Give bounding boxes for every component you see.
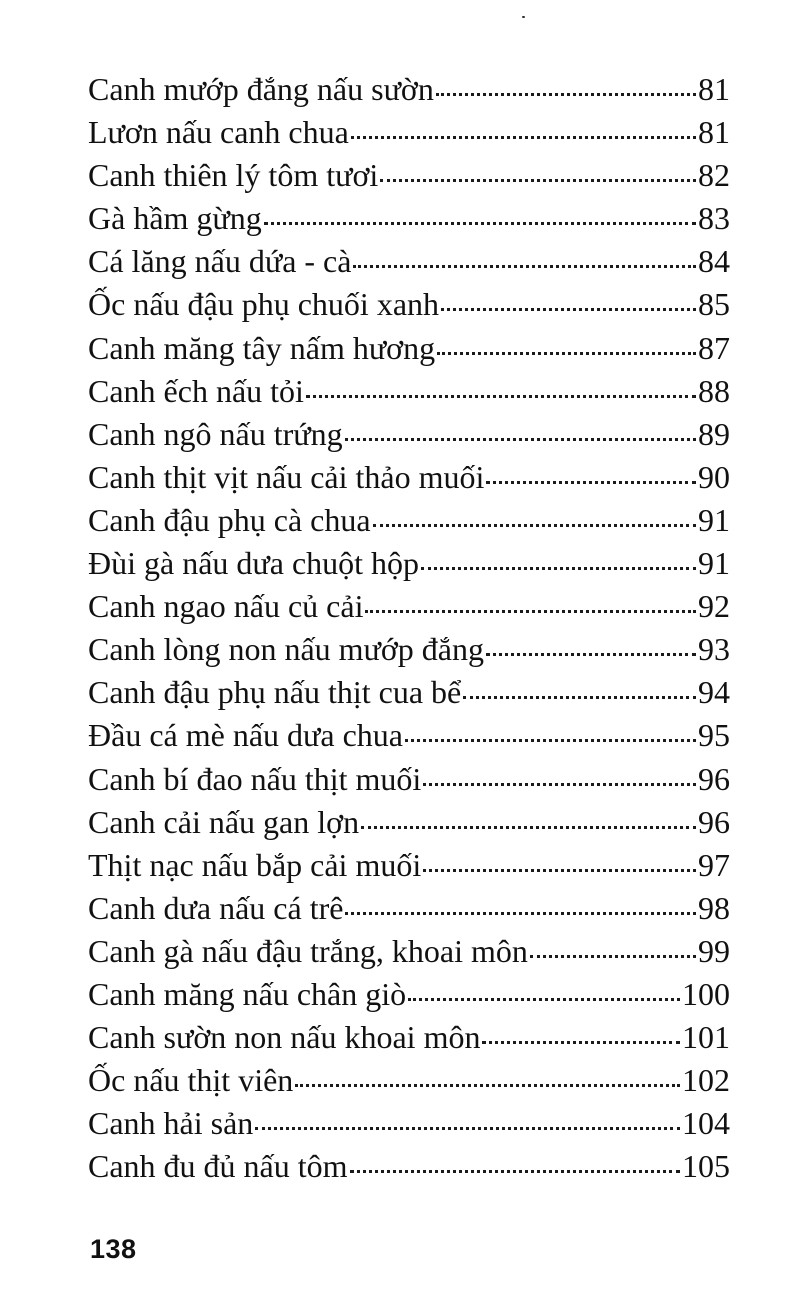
toc-entry-title: Canh dưa nấu cá trê [88, 889, 344, 926]
dot-leader [463, 696, 696, 699]
dot-leader [365, 610, 696, 613]
toc-entry-page: 104 [682, 1105, 730, 1142]
dot-leader [423, 783, 696, 786]
toc-entry [88, 283, 730, 326]
toc-entry-title: Canh lòng non nấu mướp đắng [88, 631, 484, 668]
toc-entry-title: Canh đu đủ nấu tôm [88, 1148, 348, 1185]
dot-leader [351, 136, 696, 139]
dot-leader [486, 653, 696, 656]
toc-entry-page: 81 [698, 114, 730, 151]
toc-entry [88, 197, 730, 240]
toc-entry-page: 85 [698, 286, 730, 323]
dot-leader [373, 524, 696, 527]
dot-leader [255, 1127, 680, 1130]
toc-entry-title: Canh măng nấu chân giò [88, 975, 407, 1012]
toc-entry [88, 585, 730, 628]
toc-entry-page: 93 [698, 631, 730, 668]
dot-leader [408, 998, 680, 1001]
toc-entry-page: 97 [698, 846, 730, 883]
toc-entry [88, 111, 730, 154]
toc-entry-page: 101 [682, 1019, 730, 1056]
toc-entry-title: Đùi gà nấu dưa chuột hộp [88, 545, 420, 582]
dot-leader [486, 481, 696, 484]
toc-entry-title: Canh sườn non nấu khoai môn [88, 1019, 481, 1056]
dot-leader [380, 179, 696, 182]
dot-leader [441, 308, 696, 311]
toc-entry-page: 92 [698, 588, 730, 625]
toc-entry [88, 327, 730, 370]
toc-entry-page: 100 [682, 975, 730, 1012]
toc-entry [88, 628, 730, 671]
toc-entry-title: Canh mướp đắng nấu sườn [88, 71, 434, 107]
toc-entry-title: Canh bí đao nấu thịt muối [88, 760, 422, 797]
toc-entry-page: 99 [698, 932, 730, 969]
toc-entry [88, 456, 730, 499]
toc-entry-title: Canh thịt vịt nấu cải thảo muối [88, 458, 485, 495]
toc-entry [88, 1145, 730, 1188]
toc-entry-title: Canh thiên lý tôm tươi [88, 157, 379, 194]
dot-leader [423, 869, 696, 872]
toc-entry-page: 89 [698, 415, 730, 452]
dot-leader [306, 395, 696, 398]
print-speck [522, 16, 525, 18]
toc-entry-title: Canh ếch nấu tỏi [88, 372, 304, 409]
toc-entry [88, 801, 730, 844]
toc-entry-title: Gà hầm gừng [88, 200, 262, 237]
toc-entry-page: 90 [698, 458, 730, 495]
toc-entry-page: 88 [698, 372, 730, 409]
toc-entry-page: 96 [698, 760, 730, 797]
dot-leader [361, 826, 696, 829]
toc-entry [88, 844, 730, 887]
toc-entry-title: Canh măng tây nấm hương [88, 329, 436, 366]
toc-entry-title: Cá lăng nấu dứa - cà [88, 243, 352, 280]
toc-entry [88, 714, 730, 757]
dot-leader [421, 567, 696, 570]
toc-entry [88, 1102, 730, 1145]
toc-entry-title: Lươn nấu canh chua [88, 114, 349, 151]
toc-entry [88, 154, 730, 197]
dot-leader [405, 739, 696, 742]
toc-entry-page: 91 [698, 545, 730, 582]
toc-entry-page: 82 [698, 157, 730, 194]
toc-entry-title: Ốc nấu đậu phụ chuối xanh [88, 286, 440, 323]
toc-entry-title: Canh cải nấu gan lợn [88, 803, 360, 840]
toc-entry-page: 98 [698, 889, 730, 926]
dot-leader [264, 222, 696, 225]
dot-leader [295, 1084, 680, 1087]
toc-entry-title: Canh ngô nấu trứng [88, 415, 343, 452]
dot-leader [350, 1170, 680, 1173]
page-number: 138 [90, 1234, 137, 1264]
toc-entry [88, 413, 730, 456]
dot-leader [437, 352, 696, 355]
toc-entry-page: 84 [698, 243, 730, 280]
toc-entry [88, 542, 730, 585]
toc-entry [88, 973, 730, 1016]
toc-entry-page: 95 [698, 717, 730, 754]
toc-entry-page: 87 [698, 329, 730, 366]
toc-entry-title: Ốc nấu thịt viên [88, 1062, 294, 1099]
toc-entry-page: 91 [698, 501, 730, 538]
toc-entry [88, 1059, 730, 1102]
toc-entry [88, 1016, 730, 1059]
toc-entry-page: 94 [698, 674, 730, 711]
toc-entry-title: Thịt nạc nấu bắp cải muối [88, 846, 422, 883]
toc-entry [88, 68, 730, 111]
toc-entry-title: Canh ngao nấu củ cải [88, 588, 364, 625]
toc-entry [88, 240, 730, 283]
table-of-contents [88, 68, 730, 1188]
toc-entry [88, 499, 730, 542]
dot-leader [345, 438, 696, 441]
toc-entry-title: Đầu cá mè nấu dưa chua [88, 717, 403, 754]
toc-entry-title: Canh đậu phụ cà chua [88, 501, 371, 538]
dot-leader [345, 912, 696, 915]
toc-entry-page: 83 [698, 200, 730, 237]
toc-entry [88, 370, 730, 413]
toc-entry-title: Canh gà nấu đậu trắng, khoai môn [88, 932, 528, 969]
toc-entry-page: 105 [682, 1148, 730, 1185]
toc-entry-page: 102 [682, 1062, 730, 1099]
toc-entry [88, 930, 730, 973]
toc-entry-page: 96 [698, 803, 730, 840]
toc-entry-title: Canh hải sản [88, 1105, 254, 1142]
dot-leader [436, 93, 696, 96]
dot-leader [530, 955, 696, 958]
dot-leader [353, 265, 696, 268]
toc-entry [88, 887, 730, 930]
toc-entry-title: Canh đậu phụ nấu thịt cua bể [88, 674, 462, 711]
toc-entry [88, 671, 730, 714]
dot-leader [482, 1041, 680, 1044]
toc-entry [88, 758, 730, 801]
toc-entry-page: 81 [698, 71, 730, 107]
